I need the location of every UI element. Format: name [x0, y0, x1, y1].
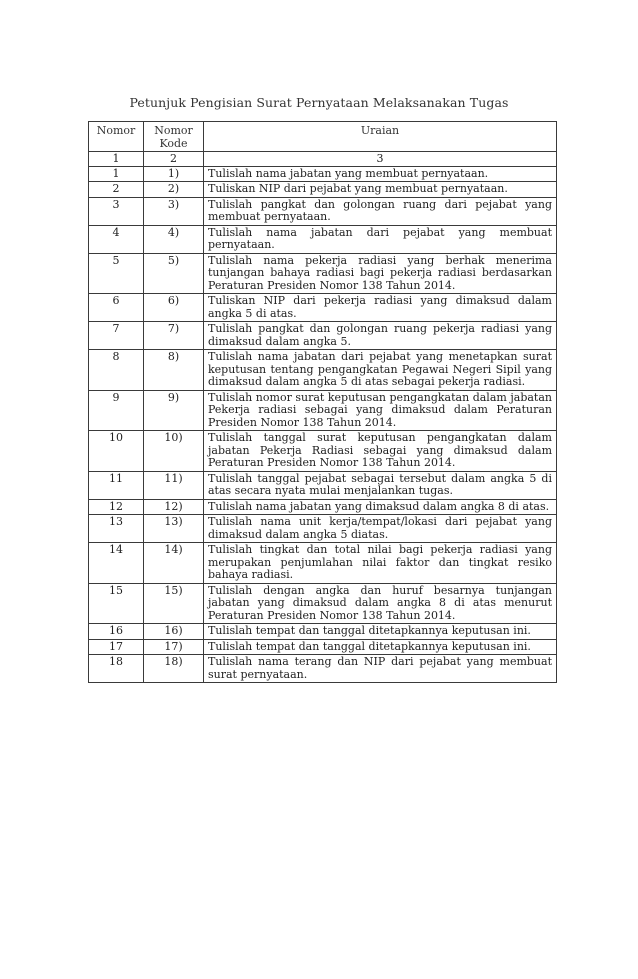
row-uraian: Tulislah dengan angka dan huruf besarnya tunjangan jabatan yang dimaksud dalam angka 8 di atas menurut Peraturan Presiden Nomor 138 Tahun 2014. [204, 583, 557, 624]
row-nomor: 16 [89, 624, 144, 640]
row-kode: 11) [144, 471, 204, 499]
table-row [89, 624, 557, 640]
row-nomor: 18 [89, 655, 144, 683]
row-kode: 3) [144, 197, 204, 225]
table-row [89, 655, 557, 683]
row-uraian: Tulislah nama jabatan yang membuat pernyataan. [204, 166, 557, 182]
page-title: Petunjuk Pengisian Surat Pernyataan Melaksanakan Tugas [129, 95, 509, 110]
row-nomor: 17 [89, 639, 144, 655]
row-uraian: Tulislah nama jabatan dari pejabat yang menetapkan surat keputusan tentang pengangkatan Pegawai Negeri Sipil yang dimaksud dalam angka 5 di atas sebagai pekerja radiasi. [204, 350, 557, 391]
column-index: 1 [89, 152, 144, 167]
table-row [89, 499, 557, 515]
row-uraian: Tulislah nama unit kerja/tempat/lokasi dari pejabat yang dimaksud dalam angka 5 diatas. [204, 515, 557, 543]
header-uraian: Uraian [204, 122, 557, 152]
row-nomor: 8 [89, 350, 144, 391]
row-uraian: Tulislah nama terang dan NIP dari pejabat yang membuat surat pernyataan. [204, 655, 557, 683]
header-nomor-kode: Nomor Kode [144, 122, 204, 152]
table-row [89, 639, 557, 655]
row-nomor: 9 [89, 390, 144, 431]
table-row [89, 471, 557, 499]
row-kode: 2) [144, 182, 204, 198]
row-kode: 1) [144, 166, 204, 182]
table-row [89, 350, 557, 391]
row-nomor: 10 [89, 431, 144, 472]
row-uraian: Tulislah nama jabatan yang dimaksud dalam angka 8 di atas. [204, 499, 557, 515]
instructions-table [88, 121, 557, 683]
row-nomor: 15 [89, 583, 144, 624]
table-row [89, 583, 557, 624]
table-row [89, 166, 557, 182]
row-nomor: 13 [89, 515, 144, 543]
row-kode: 15) [144, 583, 204, 624]
row-nomor: 7 [89, 322, 144, 350]
row-kode: 16) [144, 624, 204, 640]
row-uraian: Tuliskan NIP dari pekerja radiasi yang dimaksud dalam angka 5 di atas. [204, 294, 557, 322]
row-nomor: 4 [89, 225, 144, 253]
row-nomor: 2 [89, 182, 144, 198]
row-uraian: Tulislah pangkat dan golongan ruang dari pejabat yang membuat pernyataan. [204, 197, 557, 225]
row-uraian: Tulislah tempat dan tanggal ditetapkannya keputusan ini. [204, 639, 557, 655]
row-uraian: Tulislah pangkat dan golongan ruang pekerja radiasi yang dimaksud dalam angka 5. [204, 322, 557, 350]
row-kode: 13) [144, 515, 204, 543]
row-nomor: 6 [89, 294, 144, 322]
row-uraian: Tulislah nomor surat keputusan pengangkatan dalam jabatan Pekerja radiasi sebagai yang dimaksud dalam Peraturan Presiden Nomor 138 Tahun 2014. [204, 390, 557, 431]
table-row [89, 294, 557, 322]
column-index-row [89, 152, 557, 167]
table-row [89, 431, 557, 472]
table-row [89, 253, 557, 294]
row-kode: 10) [144, 431, 204, 472]
row-kode: 18) [144, 655, 204, 683]
row-kode: 5) [144, 253, 204, 294]
row-kode: 4) [144, 225, 204, 253]
table-row [89, 543, 557, 584]
row-uraian: Tulislah tempat dan tanggal ditetapkannya keputusan ini. [204, 624, 557, 640]
row-nomor: 14 [89, 543, 144, 584]
row-uraian: Tulislah nama jabatan dari pejabat yang membuat pernyataan. [204, 225, 557, 253]
header-row [89, 122, 557, 152]
row-nomor: 11 [89, 471, 144, 499]
row-uraian: Tulislah tanggal surat keputusan pengangkatan dalam jabatan Pekerja Radiasi sebagai yang dimaksud dalam Peraturan Presiden Nomor 138 Tahun 2014. [204, 431, 557, 472]
row-kode: 7) [144, 322, 204, 350]
header-nomor: Nomor [89, 122, 144, 152]
table-row [89, 182, 557, 198]
table-row [89, 515, 557, 543]
row-nomor: 12 [89, 499, 144, 515]
row-nomor: 1 [89, 166, 144, 182]
table-row [89, 225, 557, 253]
column-index: 3 [204, 152, 557, 167]
row-kode: 8) [144, 350, 204, 391]
table-row [89, 390, 557, 431]
row-uraian: Tulislah tingkat dan total nilai bagi pekerja radiasi yang merupakan penjumlahan nilai faktor dan tingkat resiko bahaya radiasi. [204, 543, 557, 584]
row-kode: 17) [144, 639, 204, 655]
row-kode: 12) [144, 499, 204, 515]
row-uraian: Tulislah nama pekerja radiasi yang berhak menerima tunjangan bahaya radiasi bagi pekerja radiasi berdasarkan Peraturan Presiden Nomor 138 Tahun 2014. [204, 253, 557, 294]
row-uraian: Tuliskan NIP dari pejabat yang membuat pernyataan. [204, 182, 557, 198]
row-kode: 9) [144, 390, 204, 431]
row-nomor: 5 [89, 253, 144, 294]
table-row [89, 197, 557, 225]
row-kode: 14) [144, 543, 204, 584]
table-row [89, 322, 557, 350]
row-nomor: 3 [89, 197, 144, 225]
row-uraian: Tulislah tanggal pejabat sebagai tersebut dalam angka 5 di atas secara nyata mulai menjalankan tugas. [204, 471, 557, 499]
row-kode: 6) [144, 294, 204, 322]
column-index: 2 [144, 152, 204, 167]
